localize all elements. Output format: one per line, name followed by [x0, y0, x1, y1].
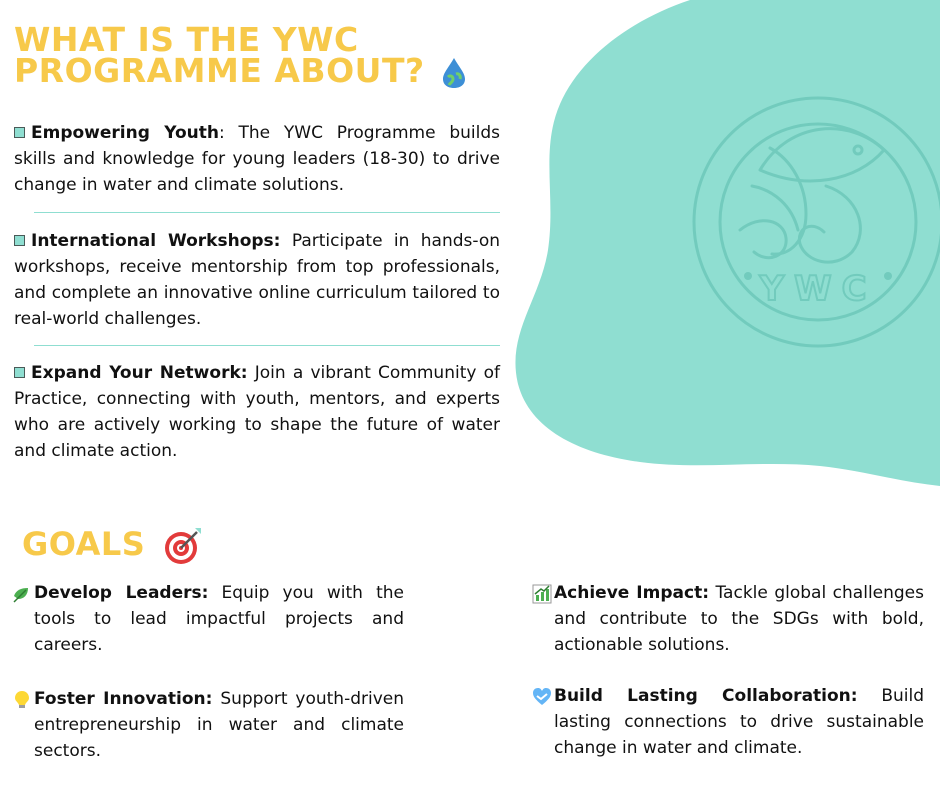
goal-achieve-impact [530, 580, 924, 658]
about-item-text: : The YWC Programme builds skills and knowledge for young leaders (18-30) to drive change in water and climate solutions. [14, 123, 500, 195]
square-bullet-icon [14, 127, 25, 138]
about-item-text: Join a vibrant Community of Practice, connecting with youth, mentors, and experts who are actively working to shape the future of water and climate action. [14, 363, 501, 461]
goal-heading: Build Lasting Collaboration: [554, 686, 858, 706]
about-item-expand-network [14, 360, 500, 464]
about-item-heading: International Workshops: [31, 231, 281, 251]
divider [34, 212, 500, 213]
target-icon [163, 526, 203, 566]
goals-title [22, 526, 203, 566]
goal-heading: Foster Innovation: [34, 689, 213, 709]
divider [34, 345, 500, 346]
goal-text: Equip you with the tools to lead impactful projects and careers. [34, 583, 404, 655]
goal-build-collaboration [530, 683, 924, 761]
water-drop-globe-icon [441, 57, 467, 89]
lightbulb-icon [12, 690, 32, 710]
square-bullet-icon [14, 235, 25, 246]
goal-text: Build lasting connections to drive sustainable change in water and climate. [554, 686, 924, 758]
growth-chart-icon [532, 584, 552, 604]
about-item-international-workshops [14, 228, 500, 332]
goal-develop-leaders [10, 580, 404, 658]
square-bullet-icon [14, 367, 25, 378]
goal-heading: Develop Leaders: [34, 583, 209, 603]
about-item-heading: Expand Your Network: [31, 363, 248, 383]
ywc-seal-text: YWC [759, 269, 877, 309]
about-item-empowering-youth [14, 120, 500, 198]
about-item-text: Participate in hands-on workshops, receive mentorship from top professionals, and complete an innovative online curriculum tailored to real-world challenges. [14, 231, 500, 329]
leaf-icon [12, 584, 32, 604]
goal-text: Tackle global challenges and contribute to the SDGs with bold, actionable solutions. [554, 583, 925, 655]
goals-title-text: GOALS [22, 525, 146, 563]
goal-heading: Achieve Impact: [554, 583, 709, 603]
handshake-heart-icon [532, 687, 552, 707]
goal-foster-innovation [10, 686, 404, 764]
goal-text: Support youth-driven entrepreneurship in water and climate sectors. [34, 689, 404, 761]
page-title [14, 20, 614, 90]
page-title-text: WHAT IS THE YWC PROGRAMME ABOUT? [14, 20, 425, 90]
about-item-heading: Empowering Youth [31, 123, 219, 143]
